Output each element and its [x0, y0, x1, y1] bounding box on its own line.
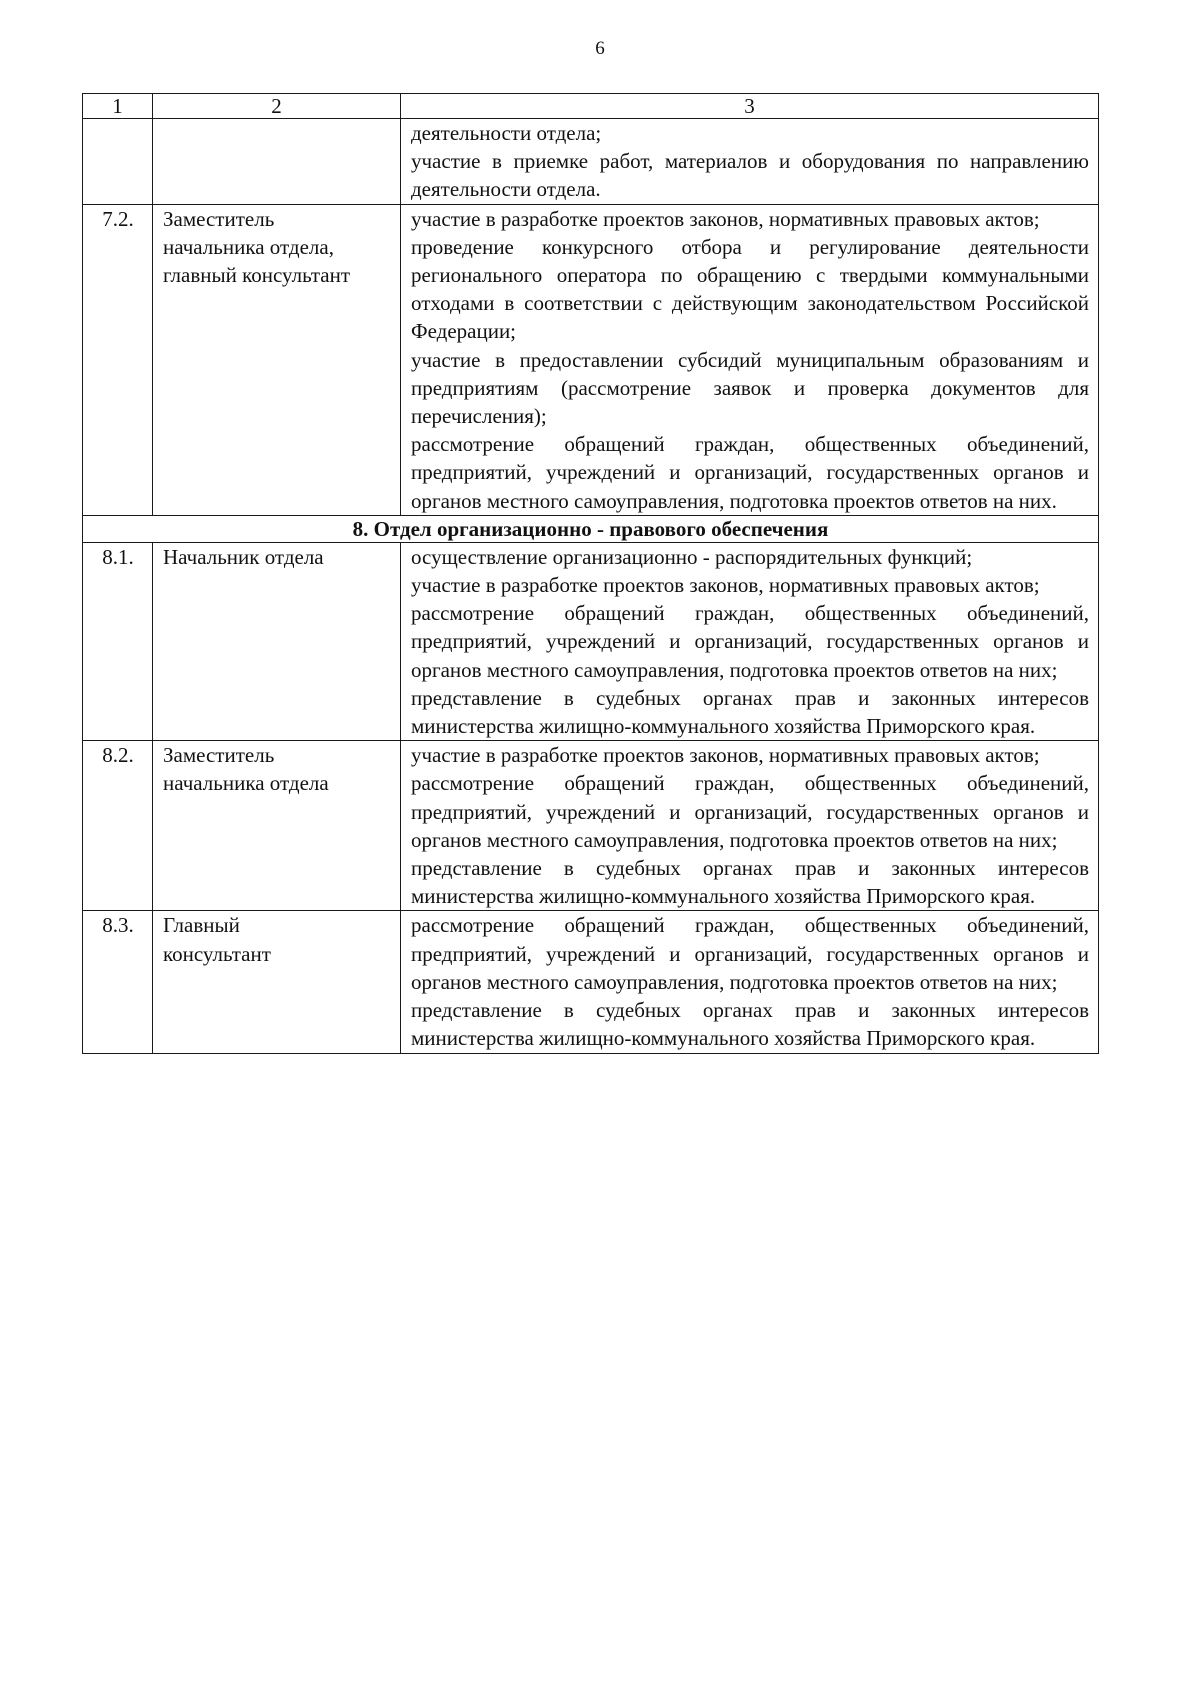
duties-table	[82, 93, 1099, 1054]
position-title-line: начальника отдела	[163, 771, 329, 796]
position-cell	[153, 119, 401, 205]
position-cell	[153, 542, 401, 740]
position-cell	[153, 741, 401, 911]
page-number: 6	[595, 38, 605, 59]
column-header: 2	[153, 94, 401, 119]
section-title: 8. Отдел организационно - правового обеспечения	[83, 515, 1099, 542]
duty-item: рассмотрение обращений граждан, общественных объединений, предприятий, учреждений и организаций, государственных органов и органов местного самоуправления, подготовка проектов ответов на них;	[411, 913, 1089, 994]
duties-cell	[401, 204, 1099, 515]
table-row	[83, 741, 1099, 911]
position-title-line: консультант	[163, 941, 271, 966]
position-title-line: Заместитель	[163, 743, 275, 768]
section-header-row	[83, 515, 1099, 542]
table-row	[83, 204, 1099, 515]
duty-item: проведение конкурсного отбора и регулирование деятельности регионального оператора по обращению с твердыми коммунальными отходами в соответствии с действующим законодательством Российской Федерации;	[411, 234, 1089, 344]
position-title-line: Начальник отдела	[163, 544, 324, 569]
duty-item: деятельности отдела;	[411, 121, 602, 145]
duty-item: представление в судебных органах прав и законных интересов министерства жилищно-коммунального хозяйства Приморского края.	[411, 998, 1089, 1051]
duty-item: представление в судебных органах прав и законных интересов министерства жилищно-коммунального хозяйства Приморского края.	[411, 685, 1089, 739]
duties-cell	[401, 542, 1099, 740]
item-number: 8.1.	[83, 542, 153, 740]
duties-cell	[401, 741, 1099, 911]
duty-item: рассмотрение обращений граждан, общественных объединений, предприятий, учреждений и организаций, государственных органов и органов местного самоуправления, подготовка проектов ответов на них;	[411, 601, 1089, 682]
table-row	[83, 119, 1099, 205]
position-title-line: Заместитель	[163, 206, 275, 231]
position-title-line: начальника отдела,	[163, 234, 334, 259]
column-header: 1	[83, 94, 153, 119]
table-row	[83, 911, 1099, 1053]
table-body	[83, 94, 1099, 1054]
duty-item: рассмотрение обращений граждан, общественных объединений, предприятий, учреждений и организаций, государственных органов и органов местного самоуправления, подготовка проектов ответов на них;	[411, 771, 1089, 852]
column-header: 3	[401, 94, 1099, 119]
position-title-line: главный консультант	[163, 263, 351, 288]
item-number: 7.2.	[83, 204, 153, 515]
item-number: 8.2.	[83, 741, 153, 911]
position-cell	[153, 204, 401, 515]
duty-item: представление в судебных органах прав и законных интересов министерства жилищно-коммунального хозяйства Приморского края.	[411, 856, 1089, 909]
duties-cell	[401, 119, 1099, 205]
position-cell	[153, 911, 401, 1053]
duty-item: участие в разработке проектов законов, нормативных правовых актов;	[411, 743, 1040, 768]
item-number: 8.3.	[83, 911, 153, 1053]
table-header-row	[83, 94, 1099, 119]
duty-item: осуществление организационно - распорядительных функций;	[411, 544, 973, 569]
duty-item: участие в предоставлении субсидий муниципальным образованиям и предприятиям (рассмотрение заявок и проверка документов для перечисления);	[411, 347, 1089, 429]
table-row	[83, 542, 1099, 740]
duty-item: участие в разработке проектов законов, нормативных правовых актов;	[411, 573, 1040, 598]
duties-cell	[401, 911, 1099, 1053]
position-title-line: Главный	[163, 913, 240, 938]
duty-item: участие в приемке работ, материалов и оборудования по направлению деятельности отдела.	[411, 149, 1089, 202]
item-number	[83, 119, 153, 205]
duty-item: участие в разработке проектов законов, нормативных правовых актов;	[411, 206, 1040, 231]
duty-item: рассмотрение обращений граждан, общественных объединений, предприятий, учреждений и организаций, государственных органов и органов местного самоуправления, подготовка проектов ответов на них.	[411, 432, 1089, 513]
